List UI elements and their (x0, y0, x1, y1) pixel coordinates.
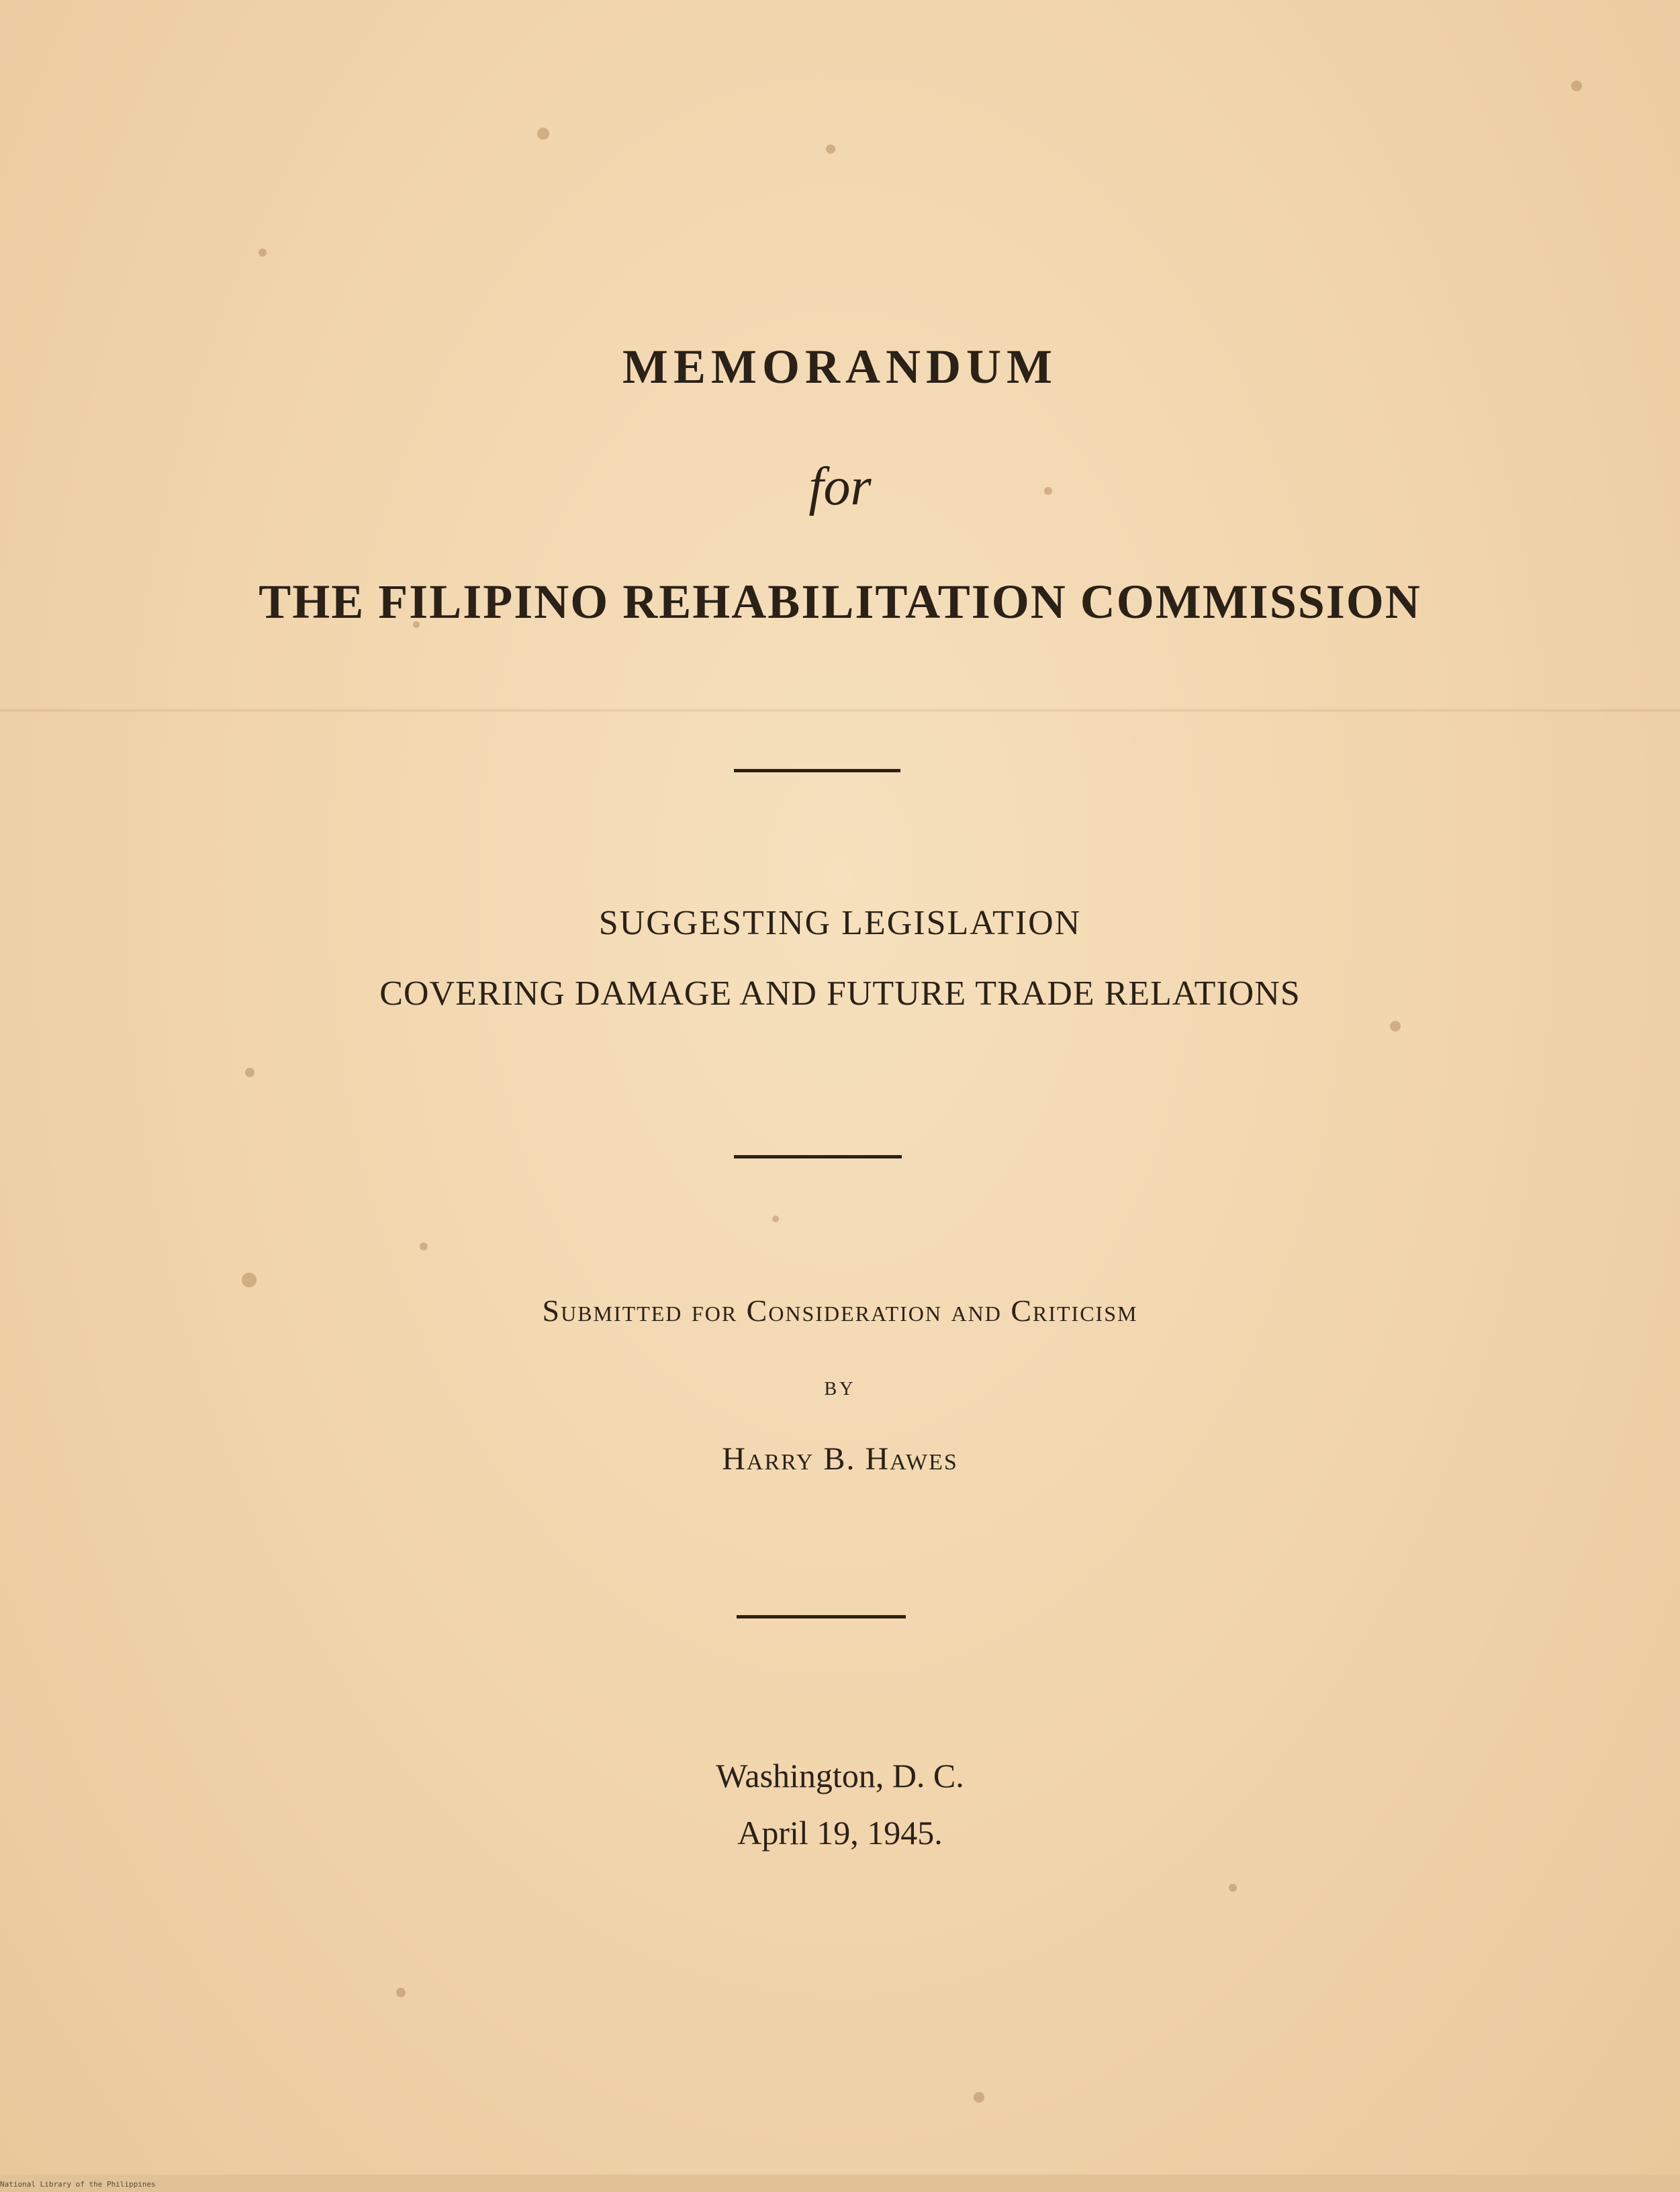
stain-spot (245, 1068, 254, 1077)
subtitle-line-1: SUGGESTING LEGISLATION (598, 904, 1082, 942)
divider-rule-3 (737, 1615, 906, 1618)
stain-spot (772, 1216, 779, 1222)
divider-rule-1 (734, 769, 900, 772)
divider-rule-2 (734, 1155, 902, 1158)
stain-spot (420, 1242, 428, 1250)
subtitle-line-2: COVERING DAMAGE AND FUTURE TRADE RELATIONS (379, 974, 1301, 1013)
by-line: by (824, 1371, 856, 1401)
stain-spot (826, 144, 835, 154)
stain-spot (974, 2092, 984, 2103)
commission-name: THE FILIPINO REHABILITATION COMMISSION (259, 575, 1421, 629)
stain-spot (259, 248, 267, 257)
stain-spot (242, 1273, 256, 1287)
author-name: Harry B. Hawes (722, 1441, 958, 1477)
document-title: MEMORANDUM (622, 340, 1058, 394)
paper-fold (0, 709, 1680, 713)
for-word: for (808, 457, 872, 516)
stain-spot (396, 1988, 406, 1997)
stain-spot (537, 128, 549, 140)
submitted-line: Submitted for Consideration and Criticism (542, 1293, 1138, 1328)
date-line: April 19, 1945. (737, 1814, 943, 1852)
footer-text: National Library of the Philippines (0, 2180, 156, 2189)
stain-spot (1229, 1884, 1237, 1892)
stain-spot (1571, 81, 1582, 91)
place-line: Washington, D. C. (716, 1757, 964, 1794)
stain-spot (1390, 1021, 1401, 1032)
page-bottom-edge (0, 2175, 1680, 2192)
